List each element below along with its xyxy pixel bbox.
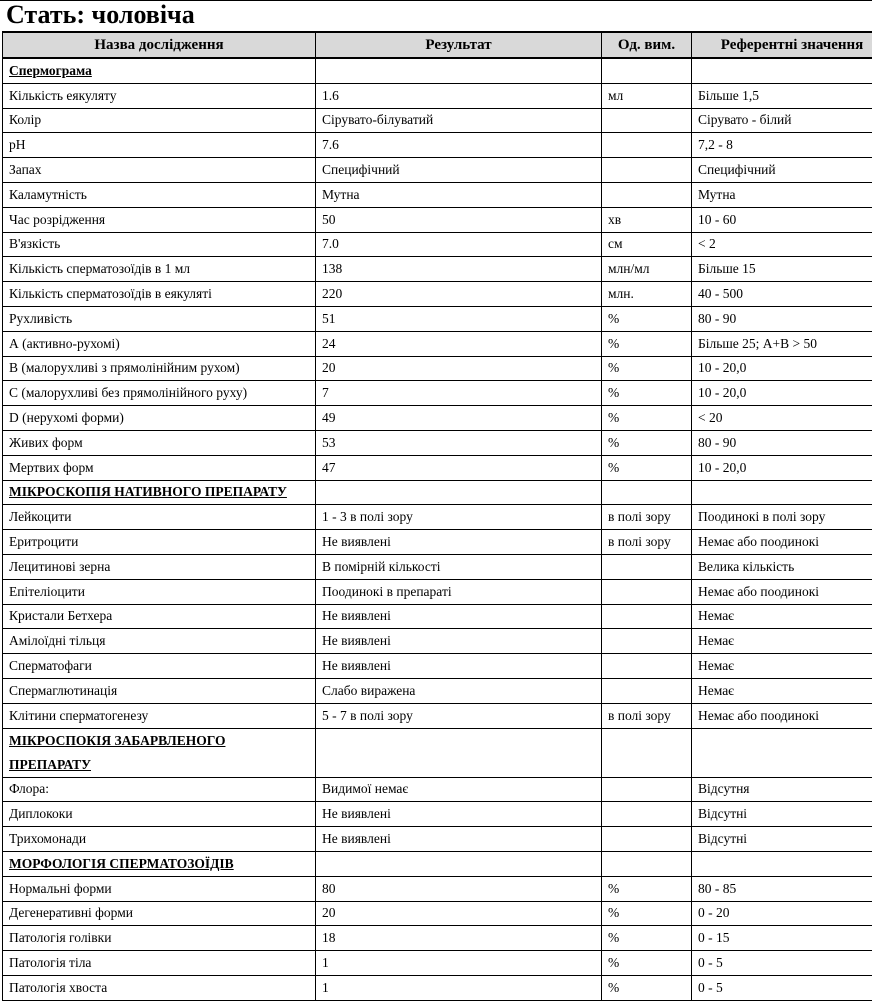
cell-reference: Немає або поодинокі (692, 530, 872, 555)
cell-reference: 80 - 90 (692, 430, 872, 455)
table-row (3, 455, 872, 480)
table-row (3, 629, 872, 654)
cell-reference: 7,2 - 8 (692, 133, 872, 158)
cell-result: 1 (316, 951, 602, 976)
cell-result: 7.0 (316, 232, 602, 257)
header-result: Результат (316, 32, 602, 58)
cell-unit: % (602, 901, 692, 926)
header-reference: Референтні значення (692, 32, 872, 58)
cell-unit (602, 480, 692, 505)
cell-reference (692, 480, 872, 505)
cell-reference: Немає (692, 604, 872, 629)
table-row (3, 232, 872, 257)
sex-value: чоловіча (92, 0, 195, 29)
cell-name: Спермаглютинація (3, 678, 316, 703)
cell-result: Не виявлені (316, 654, 602, 679)
table-row (3, 282, 872, 307)
table-row (3, 951, 872, 976)
cell-unit (602, 579, 692, 604)
table-row (3, 777, 872, 802)
cell-result: Специфічний (316, 158, 602, 183)
header-row (3, 32, 872, 58)
cell-result: Слабо виражена (316, 678, 602, 703)
cell-unit (602, 827, 692, 852)
cell-unit: в полі зору (602, 530, 692, 555)
table-row (3, 331, 872, 356)
cell-unit: % (602, 951, 692, 976)
section-row (3, 851, 872, 876)
cell-reference: Відсутні (692, 802, 872, 827)
cell-reference: 10 - 20,0 (692, 381, 872, 406)
table-row (3, 604, 872, 629)
cell-unit: % (602, 876, 692, 901)
cell-unit: см (602, 232, 692, 257)
cell-unit: мл (602, 83, 692, 108)
cell-name: Еритроцити (3, 530, 316, 555)
cell-name: D (нерухомі форми) (3, 406, 316, 431)
table-row (3, 654, 872, 679)
cell-result: 53 (316, 430, 602, 455)
cell-result: 7.6 (316, 133, 602, 158)
cell-unit: в полі зору (602, 505, 692, 530)
cell-result: Не виявлені (316, 827, 602, 852)
cell-name: Патологія хвоста (3, 975, 316, 1000)
table-row (3, 306, 872, 331)
cell-unit: % (602, 406, 692, 431)
cell-reference: 80 - 85 (692, 876, 872, 901)
cell-name: Амілоїдні тільця (3, 629, 316, 654)
cell-reference: 0 - 15 (692, 926, 872, 951)
cell-result: 5 - 7 в полі зору (316, 703, 602, 728)
cell-unit: % (602, 356, 692, 381)
cell-reference: Більше 1,5 (692, 83, 872, 108)
cell-reference: 0 - 5 (692, 975, 872, 1000)
header-name: Назва дослідження (3, 32, 316, 58)
cell-name: Каламутність (3, 182, 316, 207)
cell-result: 220 (316, 282, 602, 307)
cell-unit (602, 554, 692, 579)
cell-result: 80 (316, 876, 602, 901)
cell-name: Сперматофаги (3, 654, 316, 679)
cell-name: Диплококи (3, 802, 316, 827)
header-unit: Од. вим. (602, 32, 692, 58)
cell-name: Кількість сперматозоїдів в еякуляті (3, 282, 316, 307)
cell-reference (692, 58, 872, 83)
cell-result (316, 851, 602, 876)
cell-unit: % (602, 331, 692, 356)
cell-reference: 0 - 5 (692, 951, 872, 976)
cell-result: 50 (316, 207, 602, 232)
cell-result: 49 (316, 406, 602, 431)
table-row (3, 579, 872, 604)
cell-result: 24 (316, 331, 602, 356)
table-row (3, 876, 872, 901)
cell-unit: хв (602, 207, 692, 232)
cell-unit: % (602, 430, 692, 455)
cell-name: Дегенеративні форми (3, 901, 316, 926)
cell-reference: 10 - 20,0 (692, 455, 872, 480)
table-row (3, 406, 872, 431)
cell-name: pH (3, 133, 316, 158)
cell-name: Патологія тіла (3, 951, 316, 976)
cell-name: Мертвих форм (3, 455, 316, 480)
table-row (3, 108, 872, 133)
table-row (3, 158, 872, 183)
cell-name: В (малорухливі з прямолінійним рухом) (3, 356, 316, 381)
cell-reference: Немає або поодинокі (692, 703, 872, 728)
table-row (3, 257, 872, 282)
results-body (3, 58, 872, 1000)
cell-unit: в полі зору (602, 703, 692, 728)
cell-name: Колір (3, 108, 316, 133)
cell-result: 1.6 (316, 83, 602, 108)
cell-reference: Сірувато - білий (692, 108, 872, 133)
cell-result (316, 728, 602, 777)
table-row (3, 381, 872, 406)
cell-unit: % (602, 926, 692, 951)
cell-unit (602, 851, 692, 876)
cell-result: 1 - 3 в полі зору (316, 505, 602, 530)
cell-unit (602, 777, 692, 802)
table-row (3, 530, 872, 555)
cell-result (316, 480, 602, 505)
cell-unit (602, 629, 692, 654)
cell-name: В'язкість (3, 232, 316, 257)
cell-unit: % (602, 381, 692, 406)
cell-reference: Специфічний (692, 158, 872, 183)
cell-reference: 10 - 60 (692, 207, 872, 232)
cell-name: МІКРОСПОКІЯ ЗАБАРВЛЕНОГО ПРЕПАРАТУ (3, 728, 316, 777)
cell-result: Видимої немає (316, 777, 602, 802)
table-row (3, 505, 872, 530)
cell-reference: Мутна (692, 182, 872, 207)
cell-name: МІКРОСКОПІЯ НАТИВНОГО ПРЕПАРАТУ (3, 480, 316, 505)
section-row (3, 480, 872, 505)
table-row (3, 926, 872, 951)
cell-reference: < 20 (692, 406, 872, 431)
cell-result: 18 (316, 926, 602, 951)
cell-reference: Більше 25; A+B > 50 (692, 331, 872, 356)
section-row (3, 58, 872, 83)
cell-reference: 10 - 20,0 (692, 356, 872, 381)
cell-name: Флора: (3, 777, 316, 802)
cell-result: Не виявлені (316, 604, 602, 629)
cell-unit (602, 58, 692, 83)
cell-unit (602, 728, 692, 777)
table-row (3, 975, 872, 1000)
cell-result: В помірній кількості (316, 554, 602, 579)
cell-name: Трихомонади (3, 827, 316, 852)
cell-result: 138 (316, 257, 602, 282)
cell-name: Патологія голівки (3, 926, 316, 951)
cell-name: Лейкоцити (3, 505, 316, 530)
cell-result: 20 (316, 356, 602, 381)
cell-result: Поодинокі в препараті (316, 579, 602, 604)
sex-heading (6, 0, 195, 30)
results-table (2, 31, 872, 1001)
cell-name: Лецитинові зерна (3, 554, 316, 579)
table-row (3, 678, 872, 703)
cell-name: Кристали Бетхера (3, 604, 316, 629)
cell-result: Не виявлені (316, 802, 602, 827)
cell-result: 20 (316, 901, 602, 926)
table-row (3, 182, 872, 207)
cell-reference: Більше 15 (692, 257, 872, 282)
cell-reference: Немає (692, 654, 872, 679)
cell-name: Спермограма (3, 58, 316, 83)
cell-result: 51 (316, 306, 602, 331)
cell-result: Не виявлені (316, 530, 602, 555)
cell-unit: % (602, 306, 692, 331)
cell-name: Час розрідження (3, 207, 316, 232)
cell-unit: % (602, 455, 692, 480)
cell-reference: Поодинокі в полі зору (692, 505, 872, 530)
table-row (3, 827, 872, 852)
cell-unit: млн/мл (602, 257, 692, 282)
cell-name: Кількість еякуляту (3, 83, 316, 108)
cell-name: Рухливість (3, 306, 316, 331)
cell-reference (692, 728, 872, 777)
cell-reference: Немає (692, 678, 872, 703)
table-row (3, 703, 872, 728)
cell-name: Кількість сперматозоїдів в 1 мл (3, 257, 316, 282)
cell-result: 7 (316, 381, 602, 406)
cell-unit: % (602, 975, 692, 1000)
cell-unit (602, 158, 692, 183)
cell-result: Мутна (316, 182, 602, 207)
cell-result (316, 58, 602, 83)
cell-unit (602, 654, 692, 679)
table-row (3, 356, 872, 381)
cell-unit (602, 108, 692, 133)
section-row (3, 728, 872, 777)
cell-name: А (активно-рухомі) (3, 331, 316, 356)
cell-reference: Немає (692, 629, 872, 654)
cell-result: 47 (316, 455, 602, 480)
cell-reference: Велика кількість (692, 554, 872, 579)
table-row (3, 207, 872, 232)
table-row (3, 901, 872, 926)
table-row (3, 802, 872, 827)
table-row (3, 133, 872, 158)
cell-name: Запах (3, 158, 316, 183)
table-row (3, 554, 872, 579)
cell-unit (602, 182, 692, 207)
sex-label: Стать: (6, 0, 85, 29)
cell-reference: 80 - 90 (692, 306, 872, 331)
cell-name: Клітини сперматогенезу (3, 703, 316, 728)
cell-unit (602, 802, 692, 827)
cell-reference: < 2 (692, 232, 872, 257)
cell-result: Сірувато-білуватий (316, 108, 602, 133)
cell-reference: 40 - 500 (692, 282, 872, 307)
cell-name: С (малорухливі без прямолінійного руху) (3, 381, 316, 406)
cell-reference: Немає або поодинокі (692, 579, 872, 604)
cell-result: Не виявлені (316, 629, 602, 654)
cell-name: Живих форм (3, 430, 316, 455)
cell-unit (602, 678, 692, 703)
cell-unit: млн. (602, 282, 692, 307)
cell-reference: 0 - 20 (692, 901, 872, 926)
table-row (3, 430, 872, 455)
cell-unit (602, 133, 692, 158)
table-row (3, 83, 872, 108)
cell-name: Нормальні форми (3, 876, 316, 901)
cell-reference: Відсутня (692, 777, 872, 802)
cell-name: МОРФОЛОГІЯ СПЕРМАТОЗОЇДІВ (3, 851, 316, 876)
cell-result: 1 (316, 975, 602, 1000)
cell-reference: Відсутні (692, 827, 872, 852)
cell-reference (692, 851, 872, 876)
cell-unit (602, 604, 692, 629)
cell-name: Епітеліоцити (3, 579, 316, 604)
